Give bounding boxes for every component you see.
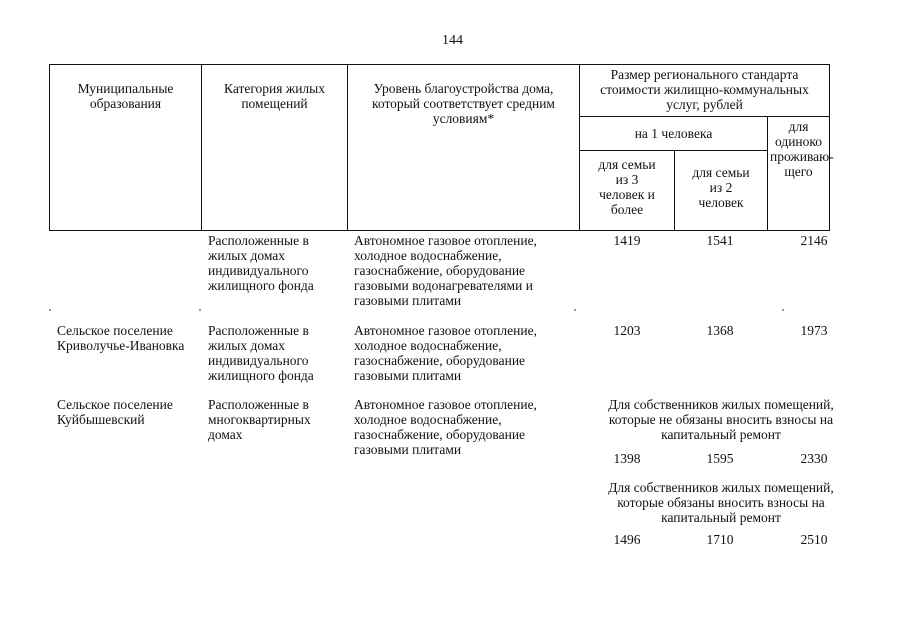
row1-value-single: 2146 [800,233,828,248]
row1-value-family2: 1541 [706,233,734,248]
header-size: Размер регионального стандарта стоимости жилищно-коммунальных услуг, рублей [580,65,830,117]
header-per-person: на 1 человека [580,117,768,151]
header-family2: для семьи из 2 человек [675,151,768,231]
row3-category: Расположенные в многоквартирных домах [208,397,311,442]
row3-a-value-family3: 1398 [613,451,641,466]
header-level: Уровень благоустройства дома, который соответствует средним условиям* [348,65,580,231]
row2-municipality: Сельское поселение Криволучье-Ивановка [57,323,185,353]
row3-b-value-family2: 1710 [706,532,734,547]
header-category: Категория жилых помещений [202,65,348,231]
row3-a-value-family2: 1595 [706,451,734,466]
table-header [49,64,834,231]
row1-value-family3: 1419 [613,233,641,248]
row1-category: Расположенные в жилых домах индивидуального жилищного фонда [208,233,314,293]
row3-note-no-contribution: Для собственников жилых помещений, которые не обязаны вносить взносы на капитальный ремонт [608,397,834,442]
header-municipality: Муниципальные образования [50,65,202,231]
row3-a-value-single: 2330 [800,451,828,466]
row2-value-family2: 1368 [706,323,734,338]
row3-level: Автономное газовое отопление, холодное водоснабжение, газоснабжение, оборудование газовыми плитами [354,397,537,457]
row3-b-value-family3: 1496 [613,532,641,547]
row2-value-family3: 1203 [613,323,641,338]
scan-speck [782,309,784,311]
header-family3: для семьи из 3 человек и более [580,151,675,231]
row2-value-single: 1973 [800,323,828,338]
page-number: 144 [442,33,463,48]
header-single: для одиноко проживаю-щего [768,117,830,231]
row1-level: Автономное газовое отопление, холодное водоснабжение, газоснабжение, оборудование газовыми водонагревателями и газовыми плитами [354,233,537,308]
row2-level: Автономное газовое отопление, холодное водоснабжение, газоснабжение, оборудование газовыми плитами [354,323,537,383]
scan-speck [574,309,576,311]
scan-speck [49,309,51,311]
row3-municipality: Сельское поселение Куйбышевский [57,397,173,427]
row3-b-value-single: 2510 [800,532,828,547]
row2-category: Расположенные в жилых домах индивидуального жилищного фонда [208,323,314,383]
row3-note-contribution: Для собственников жилых помещений, которые обязаны вносить взносы на капитальный ремонт [608,480,834,525]
scan-speck [199,309,201,311]
